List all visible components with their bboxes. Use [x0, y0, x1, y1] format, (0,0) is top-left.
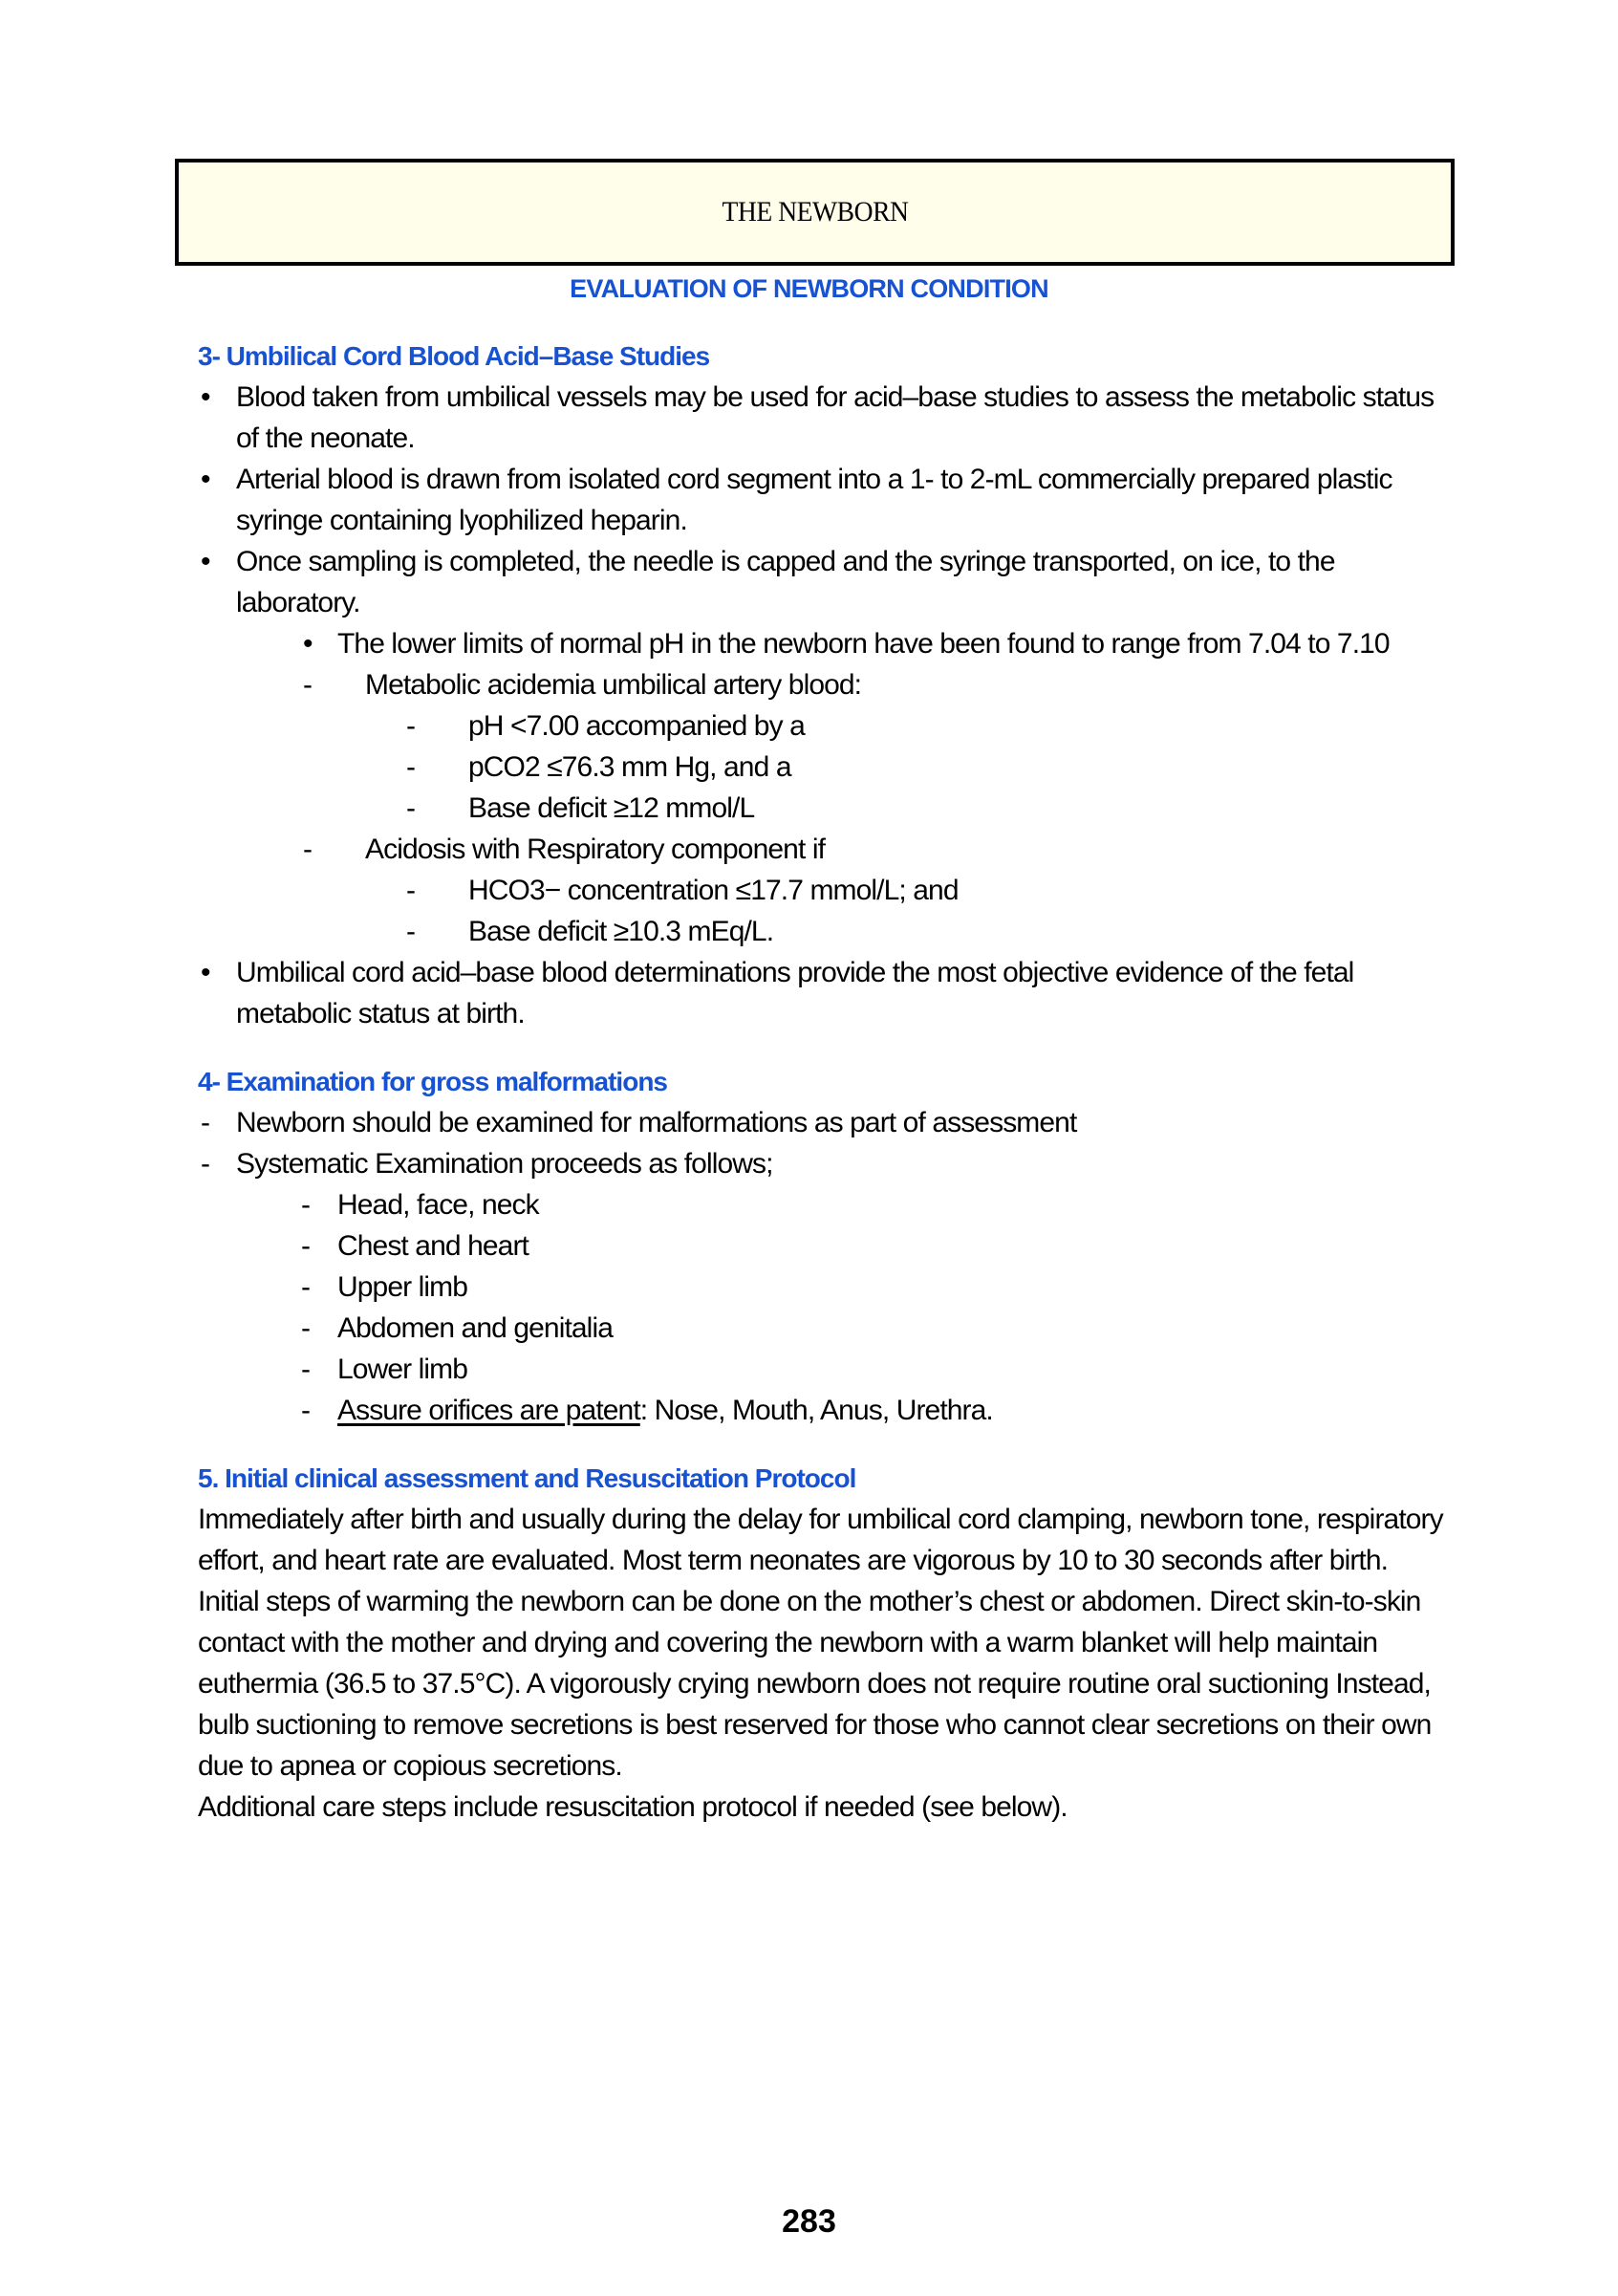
- exam-step-text: Abdomen and genitalia: [337, 1312, 613, 1344]
- dash-icon: -: [303, 834, 313, 865]
- bullet-icon: •: [201, 464, 210, 495]
- dash-text: Acidosis with Respiratory component if: [365, 834, 826, 865]
- exam-step-text: Lower limb: [337, 1354, 468, 1385]
- dash-text: pH <7.00 accompanied by a: [468, 710, 805, 742]
- exam-step-item: [198, 1184, 1450, 1225]
- nested-bullet-item: [198, 623, 1450, 664]
- spacer: [198, 1431, 1450, 1458]
- dash-text: pCO2 ≤76.3 mm Hg, and a: [468, 751, 791, 783]
- dash-item-respiratory: [198, 829, 1450, 870]
- spacer: [198, 1034, 1450, 1061]
- exam-step-text: Chest and heart: [337, 1230, 529, 1262]
- bullet-text: Umbilical cord acid–base blood determinations provide the most objective evidence of the fetal metabolic status at birth.: [236, 957, 1354, 1029]
- dash-icon: -: [301, 1271, 311, 1303]
- sub-dash-item: [198, 870, 1450, 911]
- bullet-text: The lower limits of normal pH in the newborn have been found to range from 7.04 to 7.10: [337, 628, 1390, 660]
- chapter-title: THE NEWBORN: [721, 196, 909, 227]
- sub-dash-item: [198, 705, 1450, 747]
- bullet-icon: •: [201, 381, 210, 413]
- section-5-heading: 5. Initial clinical assessment and Resuscitation Protocol: [198, 1463, 856, 1493]
- dash-icon: -: [301, 1230, 311, 1262]
- paragraph: Initial steps of warming the newborn can be done on the mother’s chest or abdomen. Direct skin-to-skin contact with the mother and drying and covering the newborn with a warm blanket will help maintain euthermia (36.5 to 37.5°C). A vigorously crying newborn does not require routine oral suctioning Instead, bulb suctioning to remove secretions is best reserved for those who cannot clear secretions on their own due to apnea or copious secretions.: [198, 1586, 1432, 1782]
- page-number: 283: [782, 2203, 836, 2240]
- bullet-icon: •: [303, 628, 313, 660]
- sub-dash-item: [198, 788, 1450, 829]
- dash-text: Metabolic acidemia umbilical artery blood:: [365, 669, 862, 701]
- dash-icon: -: [301, 1395, 311, 1426]
- dash-icon: -: [301, 1189, 311, 1221]
- main-heading: EVALUATION OF NEWBORN CONDITION: [570, 274, 1048, 303]
- dash-icon: -: [406, 751, 416, 783]
- bullet-icon: •: [201, 546, 210, 577]
- dash-icon: -: [201, 1148, 210, 1180]
- chapter-title-box: [175, 159, 1455, 266]
- orifices-list: : Nose, Mouth, Anus, Urethra.: [639, 1395, 993, 1426]
- dash-item: [198, 1102, 1450, 1143]
- bullet-text: Blood taken from umbilical vessels may be used for acid–base studies to assess the metabolic status of the neonate.: [236, 381, 1435, 454]
- dash-text: Base deficit ≥10.3 mEq/L.: [468, 916, 774, 947]
- section-4-heading: 4- Examination for gross malformations: [198, 1067, 667, 1096]
- dash-text: Base deficit ≥12 mmol/L: [468, 792, 755, 824]
- bullet-item: [198, 459, 1450, 541]
- dash-text: HCO3− concentration ≤17.7 mmol/L; and: [468, 875, 959, 906]
- dash-icon: -: [301, 1312, 311, 1344]
- bullet-item: [198, 377, 1450, 459]
- content-body: [198, 336, 1450, 1828]
- dash-item-metabolic: [198, 664, 1450, 705]
- dash-item: [198, 1143, 1450, 1184]
- exam-step-item: [198, 1225, 1450, 1267]
- sub-dash-item: [198, 911, 1450, 952]
- bullet-text: Arterial blood is drawn from isolated cord segment into a 1- to 2-mL commercially prepared plastic syringe containing lyophilized heparin.: [236, 464, 1392, 536]
- dash-icon: -: [406, 792, 416, 824]
- bullet-item: [198, 952, 1450, 1034]
- sub-dash-item: [198, 747, 1450, 788]
- dash-icon: -: [201, 1107, 210, 1138]
- bullet-icon: •: [201, 957, 210, 988]
- exam-step-item: [198, 1308, 1450, 1349]
- dash-icon: -: [406, 916, 416, 947]
- dash-text: Newborn should be examined for malformations as part of assessment: [236, 1107, 1077, 1138]
- orifices-label: Assure orifices are patent: [337, 1395, 640, 1426]
- dash-text: Systematic Examination proceeds as follows;: [236, 1148, 773, 1180]
- paragraph: Immediately after birth and usually during the delay for umbilical cord clamping, newborn tone, respiratory effort, and heart rate are evaluated. Most term neonates are vigorous by 10 to 30 seconds after birth.: [198, 1504, 1443, 1576]
- exam-step-text: Head, face, neck: [337, 1189, 539, 1221]
- paragraph: Additional care steps include resuscitation protocol if needed (see below).: [198, 1791, 1068, 1823]
- dash-icon: -: [406, 710, 416, 742]
- exam-step-item-orifices: [198, 1390, 1450, 1431]
- exam-step-item: [198, 1267, 1450, 1308]
- dash-icon: -: [303, 669, 313, 701]
- bullet-item: [198, 541, 1450, 623]
- exam-step-text: Upper limb: [337, 1271, 468, 1303]
- exam-step-item: [198, 1349, 1450, 1390]
- section-3-heading: 3- Umbilical Cord Blood Acid–Base Studies: [198, 341, 710, 371]
- dash-icon: -: [301, 1354, 311, 1385]
- bullet-text: Once sampling is completed, the needle is capped and the syringe transported, on ice, to the laboratory.: [236, 546, 1335, 618]
- dash-icon: -: [406, 875, 416, 906]
